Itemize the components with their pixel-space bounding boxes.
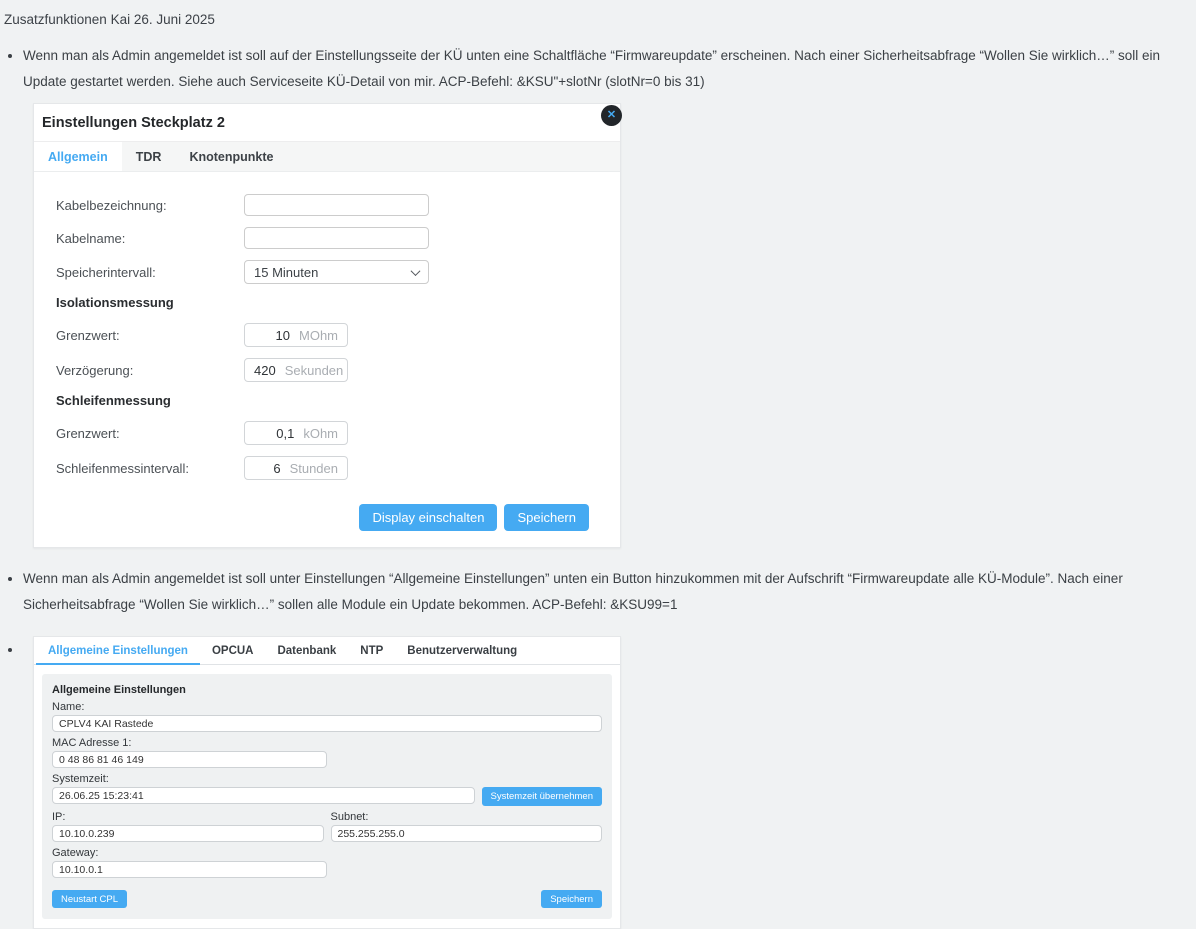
form-row <box>56 358 598 382</box>
isolationsmessung-heading: Isolationsmessung <box>56 295 174 310</box>
tab-allgemein[interactable]: Allgemein <box>34 142 122 171</box>
note-text-firmwareupdate: Wenn man als Admin angemeldet ist soll auf der Einstellungsseite der KÜ unten eine Schaltfläche “Firmwareupdate” erscheinen. Nach einer Sicherheitsabfrage “Wollen Sie wirklich…” soll ein Update gestartet werden. Siehe auch Serviceseite KÜ-Detail von mir. ACP-Befehl: &KSU"+slotNr (slotNr=0 bis 31) <box>23 48 1161 89</box>
form-row <box>56 227 598 249</box>
list-item <box>23 566 1184 618</box>
slot-settings-dialog <box>33 103 621 548</box>
neustart-cpl-button[interactable]: Neustart CPL <box>52 890 127 908</box>
schleifenmessintervall-label: Schleifenmessintervall: <box>56 460 189 476</box>
isolation-grenzwert-value: 10 <box>275 327 290 343</box>
page-title: Zusatzfunktionen Kai 26. Juni 2025 <box>4 12 215 27</box>
form-row <box>56 456 598 480</box>
schleifenmessintervall-value: 6 <box>273 460 281 476</box>
tab-tdr[interactable]: TDR <box>135 150 162 164</box>
tab-datenbank[interactable]: Datenbank <box>277 645 337 657</box>
panel-footer <box>52 890 602 908</box>
mac-label: MAC Adresse 1: <box>52 737 132 749</box>
list-item <box>23 43 1184 548</box>
verzoegerung-label: Verzögerung: <box>56 362 134 378</box>
ip-input[interactable] <box>52 825 324 842</box>
name-label: Name: <box>52 701 85 713</box>
schleifenmessintervall-unit: Stunden <box>289 460 338 476</box>
schleifenmessintervall-input[interactable] <box>244 456 348 480</box>
tab-opcua[interactable]: OPCUA <box>211 645 254 657</box>
list-item <box>23 636 1184 929</box>
dialog-title: Einstellungen Steckplatz 2 <box>42 115 225 131</box>
notes-list <box>4 43 1184 929</box>
schleifen-grenzwert-value: 0,1 <box>276 425 295 441</box>
schleifen-grenzwert-input[interactable] <box>244 421 348 445</box>
tab-benutzerverwaltung[interactable]: Benutzerverwaltung <box>407 645 518 657</box>
subnet-column <box>331 806 603 842</box>
panel-heading: Allgemeine Einstellungen <box>52 684 186 696</box>
verzoegerung-value: 420 <box>254 362 276 378</box>
systemzeit-label: Systemzeit: <box>52 773 109 785</box>
speicherintervall-select[interactable] <box>244 260 429 284</box>
verzoegerung-unit: Sekunden <box>284 362 344 378</box>
speichern-button-2[interactable]: Speichern <box>541 890 602 908</box>
dialog-body <box>34 172 620 547</box>
schleifenmessung-heading: Schleifenmessung <box>56 393 171 408</box>
close-button[interactable] <box>601 105 622 126</box>
name-input[interactable] <box>52 715 602 732</box>
close-icon: ✕ <box>606 109 617 121</box>
settings-tabbar <box>34 637 620 665</box>
ip-subnet-row <box>52 806 602 842</box>
gateway-label: Gateway: <box>52 847 99 859</box>
isolation-grenzwert-input[interactable] <box>244 323 348 347</box>
form-row <box>56 323 598 347</box>
speicherintervall-label: Speicherintervall: <box>56 264 156 280</box>
tab-allgemeine-einstellungen[interactable]: • Allgemeine Einstellungen <box>36 637 200 664</box>
general-settings-panel <box>42 674 612 919</box>
kabelbezeichnung-label: Kabelbezeichnung: <box>56 197 167 213</box>
kabelname-label: Kabelname: <box>56 230 126 246</box>
isolation-grenzwert-unit: MOhm <box>299 327 338 343</box>
gateway-input[interactable] <box>52 861 327 878</box>
dialog-footer <box>56 491 598 535</box>
form-row <box>56 421 598 445</box>
form-row <box>56 260 598 284</box>
systemzeit-row <box>52 787 602 806</box>
ip-label: IP: <box>52 811 66 823</box>
tab-knotenpunkte[interactable]: Knotenpunkte <box>189 150 274 164</box>
ip-column <box>52 806 324 842</box>
mac-input[interactable] <box>52 751 327 768</box>
systemzeit-uebernehmen-button[interactable]: Systemzeit übernehmen <box>482 787 602 806</box>
subnet-label: Subnet: <box>330 811 369 823</box>
systemzeit-input[interactable] <box>52 787 475 804</box>
tab-ntp[interactable]: NTP <box>360 645 384 657</box>
speicherintervall-value: 15 Minuten <box>254 264 319 280</box>
speichern-button[interactable]: Speichern <box>504 504 589 531</box>
kabelbezeichnung-input[interactable] <box>244 194 429 216</box>
dialog-tabbar <box>34 142 620 172</box>
schleifen-grenzwert-label: Grenzwert: <box>56 425 120 441</box>
display-einschalten-button[interactable]: Display einschalten <box>359 504 497 531</box>
note-text-firmwareupdate-alle: Wenn man als Admin angemeldet ist soll unter Einstellungen “Allgemeine Einstellungen” unten ein Button hinzukommen mit der Aufschrift “Firmwareupdate alle KÜ-Module”. Nach einer Sicherheitsabfrage “Wollen Sie wirklich…” sollen alle Module ein Update bekommen. ACP-Befehl: &KSU99=1 <box>23 571 1123 612</box>
schleifen-grenzwert-unit: kOhm <box>303 425 338 441</box>
subnet-input[interactable] <box>331 825 603 842</box>
dialog-header <box>34 104 620 142</box>
verzoegerung-input[interactable] <box>244 358 348 382</box>
kabelname-input[interactable] <box>244 227 429 249</box>
general-settings-page <box>33 636 621 929</box>
isolation-grenzwert-label: Grenzwert: <box>56 327 120 343</box>
chevron-down-icon <box>411 266 421 276</box>
form-row <box>56 194 598 216</box>
